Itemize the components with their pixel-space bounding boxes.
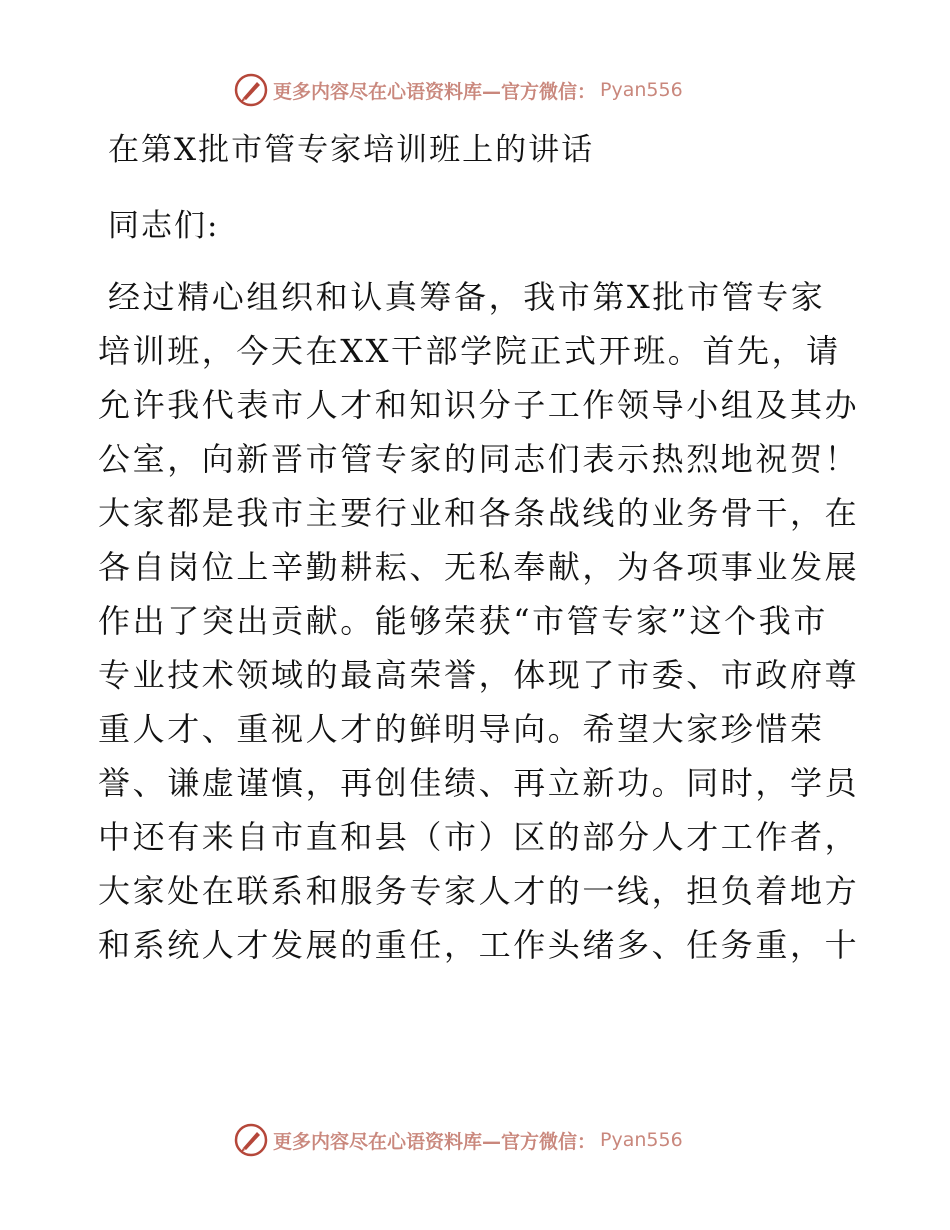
quill-pen-logo-icon bbox=[233, 72, 269, 108]
document-title: 在第X批市管专家培训班上的讲话 bbox=[108, 132, 595, 168]
body-line: 公室，向新晋市管专家的同志们表示热烈地祝贺！ bbox=[98, 440, 860, 478]
body-line: 大家都是我市主要行业和各条战线的业务骨干，在 bbox=[98, 494, 860, 532]
body-line: 各自岗位上辛勤耕耘、无私奉献，为各项事业发展 bbox=[98, 548, 860, 586]
watermark-text: 更多内容尽在心语资料库—官方微信： bbox=[273, 80, 597, 103]
watermark-header bbox=[233, 70, 683, 110]
watermark-footer bbox=[233, 1120, 683, 1160]
body-line: 重人才、重视人才的鲜明导向。希望大家珍惜荣 bbox=[98, 710, 825, 748]
body-line: 大家处在联系和服务专家人才的一线，担负着地方 bbox=[98, 872, 860, 910]
body-line: 作出了突出贡献。能够荣获“市管专家”这个我市 bbox=[98, 602, 828, 640]
body-line: 允许我代表市人才和知识分子工作领导小组及其办 bbox=[98, 386, 860, 424]
body-line: 誉、谦虚谨慎，再创佳绩、再立新功。同时，学员 bbox=[98, 764, 860, 802]
body-line: 专业技术领域的最高荣誉，体现了市委、市政府尊 bbox=[98, 656, 860, 694]
watermark-text: 更多内容尽在心语资料库—官方微信： bbox=[273, 1130, 597, 1153]
body-line: 和系统人才发展的重任，工作头绪多、任务重，十 bbox=[98, 926, 860, 964]
watermark-code: Pyan556 bbox=[600, 79, 683, 101]
quill-pen-logo-icon bbox=[233, 1122, 269, 1158]
watermark-code: Pyan556 bbox=[600, 1129, 683, 1151]
body-line: 经过精心组织和认真筹备，我市第X批市管专家 bbox=[108, 278, 826, 316]
body-line: 培训班，今天在XX干部学院正式开班。首先，请 bbox=[98, 332, 841, 370]
salutation: 同志们: bbox=[108, 208, 220, 244]
body-text bbox=[98, 270, 858, 972]
body-line: 中还有来自市直和县（市）区的部分人才工作者， bbox=[98, 818, 860, 856]
